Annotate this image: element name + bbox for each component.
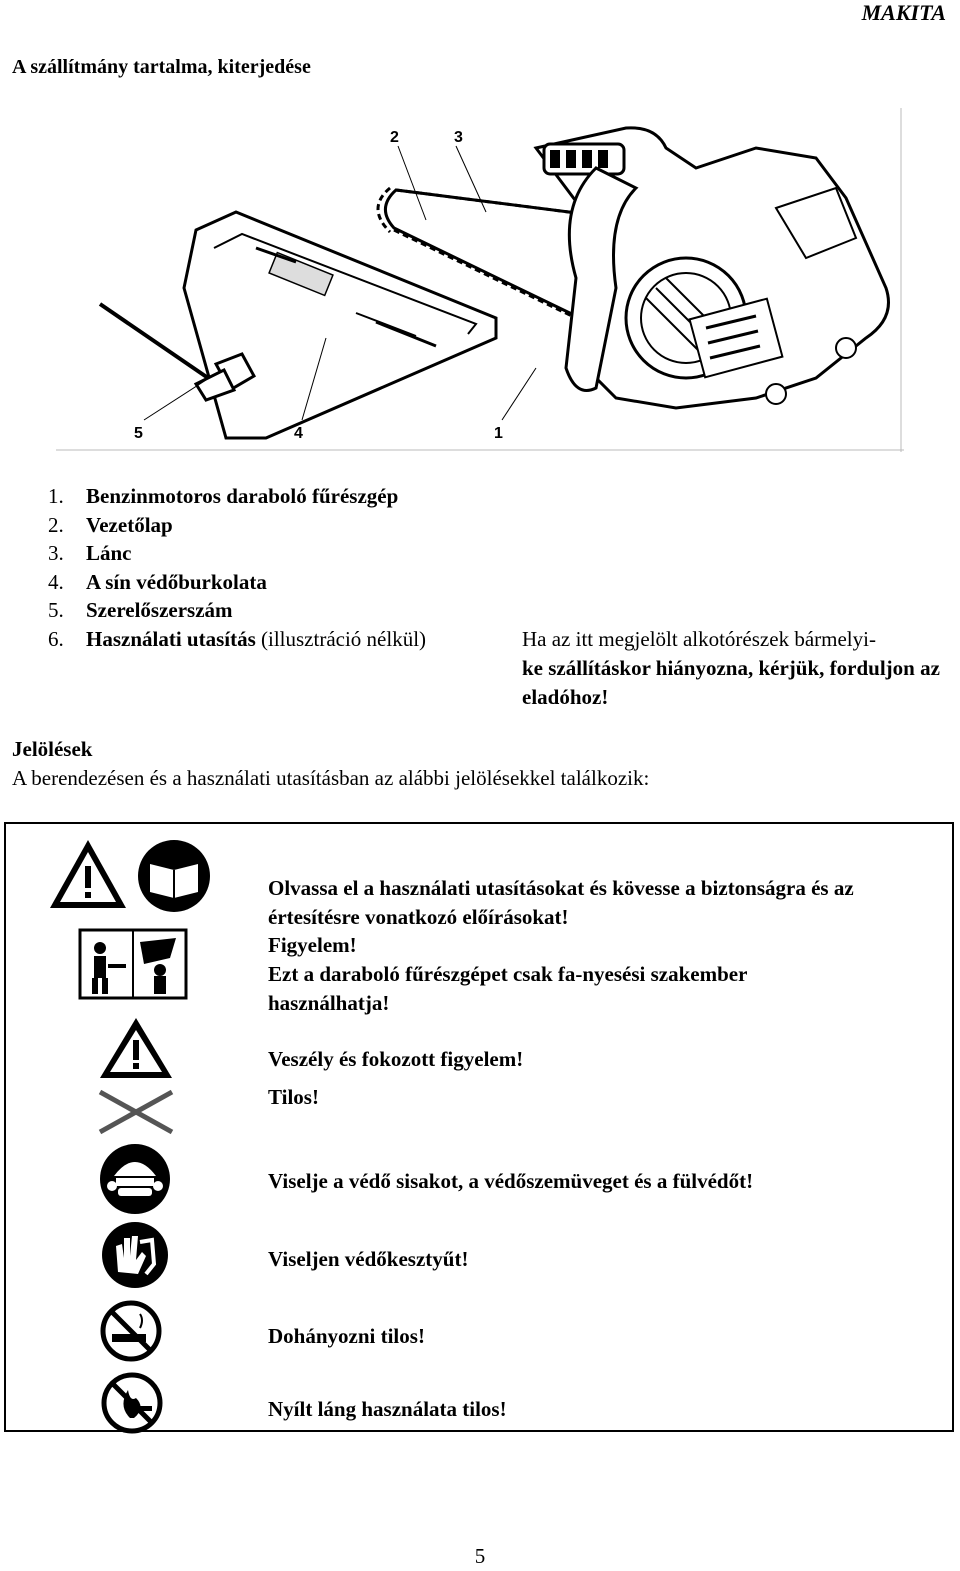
no-smoking-text: Dohányozni tilos! [268,1324,425,1348]
danger-text: Veszély és fokozott figyelem! [268,1047,524,1071]
callout-3: 3 [454,129,463,146]
markings-intro: A berendezésen és a használati utasításban az alábbi jelölésekkel találkozik: [12,766,650,790]
expert-only-icon [78,928,188,1000]
attention-text: Figyelem! [268,933,357,957]
markings-title: Jelölések [12,737,93,761]
wear-gloves-text: Viseljen védőkesztyűt! [268,1247,469,1271]
no-smoking-icon [100,1300,162,1362]
helmet-goggles-ear-protection-icon [98,1142,172,1216]
list-item: 4. A sín védőburkolata [48,569,267,594]
section-title: A szállítmány tartalma, kiterjedése [12,56,311,78]
gloves-icon [100,1220,170,1290]
wear-helmet-text: Viselje a védő sisakot, a védőszemüveget és a fülvédőt! [268,1169,754,1193]
warning-and-manual-icon [46,836,216,916]
symbols-box [4,822,954,1432]
list-item: 1. Benzinmotoros daraboló fűrészgép [48,484,399,508]
callout-4: 4 [294,425,303,442]
callout-2: 2 [390,129,399,146]
no-open-flame-text: Nyílt láng használata tilos! [268,1397,507,1421]
chainsaw-illustration [56,108,904,452]
read-manual-text: Olvassa el a használati utasításokat és kövesse a biztonságra és az értesítésre vonatkozó előírásokat! [268,876,854,929]
forbidden-cross-icon [94,1086,178,1136]
list-item: 3. Lánc [48,541,132,565]
list-item: 6. Használati utasítás (illusztráció nélkül) [48,626,427,651]
page-number: 5 [474,1544,486,1568]
forbidden-text: Tilos! [268,1085,319,1109]
list-item: 5. Szerelőszerszám [48,598,233,622]
callout-5: 5 [134,425,143,442]
callout-1: 1 [494,425,503,442]
missing-parts-notice: Ha az itt megjelölt alkotórészek bármelyi- ke szállításkor hiányozna, kérjük, forduljon az eladóhoz! [522,627,940,709]
no-open-flame-icon [100,1372,164,1434]
brand-name: MAKITA [861,0,946,25]
delivery-parts-list [48,482,426,653]
danger-warning-icon [98,1016,174,1080]
expert-only-text: Ezt a daraboló fűrészgépet csak fa-nyesési szakember használhatja! [268,962,748,1015]
list-item: 2. Vezetőlap [48,512,173,537]
